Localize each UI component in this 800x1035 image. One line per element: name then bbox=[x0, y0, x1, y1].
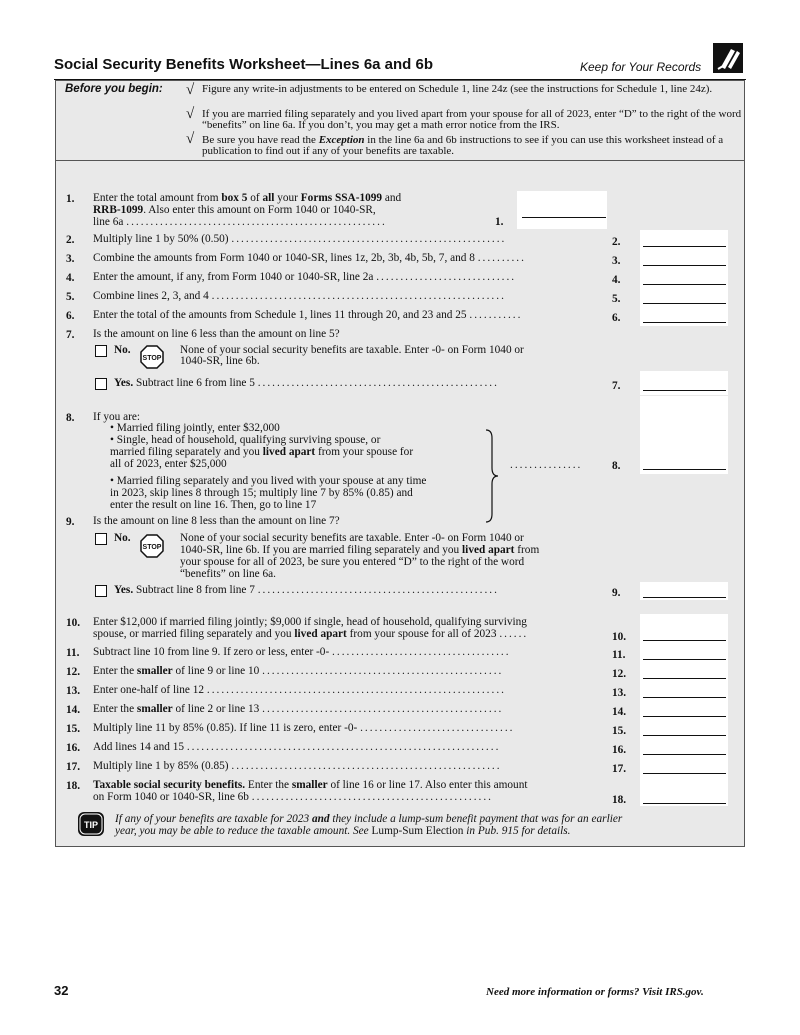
line-7-no-text-a: None of your social security benefits are taxable. Enter -0- on Form 1040 or bbox=[180, 344, 524, 356]
line-15-answer[interactable] bbox=[643, 735, 726, 736]
line-16-answer[interactable] bbox=[643, 754, 726, 755]
line-7-no-text-b: 1040-SR, line 6b. bbox=[180, 355, 260, 367]
line-6-answer[interactable] bbox=[643, 322, 726, 323]
line-9-yes-text: Yes. Subtract line 8 from line 7 .................................................. bbox=[114, 584, 499, 596]
line-1-text-a: Enter the total amount from box 5 of all your Forms SSA-1099 and bbox=[93, 192, 402, 204]
line-3-answer[interactable] bbox=[643, 265, 726, 266]
line-2-text: Multiply line 1 by 50% (0.50) ......................................................... bbox=[93, 233, 507, 245]
line-number: 17. bbox=[66, 761, 81, 773]
before-bullet-3: Be sure you have read the Exception in the line 6a and 6b instructions to see if you can use this worksheet instead of a publication to find out if any of your benefits are taxable. bbox=[202, 134, 724, 157]
line-9-no-checkbox[interactable] bbox=[95, 533, 107, 545]
line-2-ref: 2. bbox=[612, 236, 621, 248]
line-14-answer[interactable] bbox=[643, 716, 726, 717]
svg-text:STOP: STOP bbox=[142, 544, 162, 551]
line-9-no-text-b: 1040-SR, line 6b. If you are married filing separately and you lived apart from bbox=[180, 544, 540, 556]
line-9-no-text-d: “benefits” on line 6a. bbox=[180, 568, 276, 580]
line-6-ref: 6. bbox=[612, 312, 621, 324]
line-8-option-a: • Married filing jointly, enter $32,000 bbox=[110, 422, 280, 434]
line-9-yes-checkbox[interactable] bbox=[95, 585, 107, 597]
line-number: 15. bbox=[66, 723, 81, 735]
brace-icon bbox=[484, 428, 500, 524]
line-8-ref: 8. bbox=[612, 460, 621, 472]
line-8-option-b3: all of 2023, enter $25,000 bbox=[110, 458, 227, 470]
lines-2-6-entry-area bbox=[640, 230, 728, 326]
line-7-text: Is the amount on line 6 less than the amount on line 5? bbox=[93, 328, 340, 340]
line-number: 1. bbox=[66, 193, 75, 205]
svg-text:STOP: STOP bbox=[142, 355, 162, 362]
line-3-ref: 3. bbox=[612, 255, 621, 267]
line-11-ref: 11. bbox=[612, 649, 626, 661]
line-18-text-a: Taxable social security benefits. Enter the smaller of line 16 or line 17. Also enter this amount bbox=[93, 779, 528, 791]
line-18-text-b: on Form 1040 or 1040-SR, line 6b .................................................. bbox=[93, 791, 494, 803]
page-number: 32 bbox=[54, 983, 69, 998]
line-8-text: If you are: bbox=[93, 411, 141, 423]
line-10-text-b: spouse, or married filing separately and you lived apart from your spouse for all of 2023 ...... bbox=[93, 628, 529, 640]
line-1-ref: 1. bbox=[495, 216, 504, 228]
line-number: 7. bbox=[66, 329, 75, 341]
line-14-text: Enter the smaller of line 2 or line 13 .................................................. bbox=[93, 703, 504, 715]
line-10-answer[interactable] bbox=[643, 640, 726, 641]
line-8-option-c3: enter the result on line 16. Then, go to line 17 bbox=[110, 499, 317, 511]
line-1-entry-area bbox=[517, 191, 607, 229]
line-number: 8. bbox=[66, 412, 75, 424]
line-10-text-a: Enter $12,000 if married filing jointly; $9,000 if single, head of household, qualifying surviving bbox=[93, 616, 527, 628]
line-5-text: Combine lines 2, 3, and 4 ............................................................. bbox=[93, 290, 506, 302]
line-13-answer[interactable] bbox=[643, 697, 726, 698]
svg-text:TIP: TIP bbox=[83, 820, 99, 830]
line-11-text: Subtract line 10 from line 9. If zero or less, enter -0- ..................................... bbox=[93, 646, 511, 658]
line-1-text-c: line 6a ...................................................... bbox=[93, 216, 387, 228]
line-12-answer[interactable] bbox=[643, 678, 726, 679]
line-number: 11. bbox=[66, 647, 80, 659]
line-7-ref: 7. bbox=[612, 380, 621, 392]
line-number: 12. bbox=[66, 666, 81, 678]
line-8-option-b2: married filing separately and you lived apart from your spouse for bbox=[110, 446, 414, 458]
line-5-ref: 5. bbox=[612, 293, 621, 305]
line-number: 2. bbox=[66, 234, 75, 246]
check-icon: √ bbox=[186, 131, 195, 147]
line-10-ref: 10. bbox=[612, 631, 627, 643]
line-12-text: Enter the smaller of line 9 or line 10 .................................................. bbox=[93, 665, 504, 677]
tip-text: If any of your benefits are taxable for 2023 and they include a lump-sum benefit payment that was for an earlier year, you may be able to reduce the taxable amount. See Lump-Sum Election in Pub. 915 for details. bbox=[115, 813, 623, 837]
before-bullet-2: If you are married filing separately and you lived apart from your spouse for all of 2023, enter “D” to the right of the word “benefits” on line 6a. If you don’t, you may get a math error notice from the IRS. bbox=[202, 108, 742, 131]
line-number: 18. bbox=[66, 780, 81, 792]
line-number: 6. bbox=[66, 310, 75, 322]
before-bullet-1: Figure any write-in adjustments to be entered on Schedule 1, line 24z (see the instructions for Schedule 1, line 24z). bbox=[202, 83, 713, 95]
pencil-icon bbox=[713, 43, 743, 73]
line-number: 9. bbox=[66, 516, 75, 528]
line-13-ref: 13. bbox=[612, 687, 627, 699]
line-16-text: Add lines 14 and 15 ................................................................. bbox=[93, 741, 501, 753]
line-number: 5. bbox=[66, 291, 75, 303]
line-9-text: Is the amount on line 8 less than the amount on line 7? bbox=[93, 515, 340, 527]
line-8-answer[interactable] bbox=[643, 469, 726, 470]
line-15-ref: 15. bbox=[612, 725, 627, 737]
line-3-text: Combine the amounts from Form 1040 or 1040-SR, lines 1z, 2b, 3b, 4b, 5b, 7, and 8 .......... bbox=[93, 252, 526, 264]
line-7-no-label: No. bbox=[114, 344, 131, 356]
line-8-option-c1: • Married filing separately and you lived with your spouse at any time bbox=[110, 475, 427, 487]
worksheet-title: Social Security Benefits Worksheet—Lines 6a and 6b bbox=[54, 56, 434, 73]
keep-for-records: Keep for Your Records bbox=[580, 60, 702, 74]
lines-10-18-entry-area bbox=[640, 614, 728, 806]
line-4-answer[interactable] bbox=[643, 284, 726, 285]
line-9-no-text-a: None of your social security benefits are taxable. Enter -0- on Form 1040 or bbox=[180, 532, 524, 544]
line-number: 10. bbox=[66, 617, 81, 629]
tip-icon bbox=[77, 811, 105, 837]
check-icon: √ bbox=[186, 106, 195, 122]
line-number: 4. bbox=[66, 272, 75, 284]
before-you-begin-label: Before you begin: bbox=[65, 83, 163, 95]
check-icon: √ bbox=[186, 82, 195, 98]
line-number: 16. bbox=[66, 742, 81, 754]
line-7-answer[interactable] bbox=[643, 390, 726, 391]
line-1-text-b: RRB-1099. Also enter this amount on Form 1040 or 1040-SR, bbox=[93, 204, 376, 216]
line-16-ref: 16. bbox=[612, 744, 627, 756]
line-18-answer[interactable] bbox=[643, 803, 726, 804]
line-7-no-checkbox[interactable] bbox=[95, 345, 107, 357]
line-9-answer[interactable] bbox=[643, 597, 726, 598]
line-number: 3. bbox=[66, 253, 75, 265]
line-number: 14. bbox=[66, 704, 81, 716]
line-2-answer[interactable] bbox=[643, 246, 726, 247]
line-9-ref: 9. bbox=[612, 587, 621, 599]
line-13-text: Enter one-half of line 12 .............................................................. bbox=[93, 684, 506, 696]
line-18-ref: 18. bbox=[612, 794, 627, 806]
line-4-text: Enter the amount, if any, from Form 1040 or 1040-SR, line 2a ............................. bbox=[93, 271, 517, 283]
line-8-option-b1: • Single, head of household, qualifying surviving spouse, or bbox=[110, 434, 381, 446]
line-17-ref: 17. bbox=[612, 763, 627, 775]
line-7-yes-checkbox[interactable] bbox=[95, 378, 107, 390]
line-17-text: Multiply line 1 by 85% (0.85) ........................................................ bbox=[93, 760, 502, 772]
stop-sign-icon bbox=[140, 534, 164, 558]
line-8-dots: ............... bbox=[510, 459, 583, 471]
line-11-answer[interactable] bbox=[643, 659, 726, 660]
footer-note: Need more information or forms? Visit IRS.gov. bbox=[486, 986, 704, 998]
line-17-answer[interactable] bbox=[643, 773, 726, 774]
line-9-no-text-c: your spouse for all of 2023, be sure you entered “D” to the right of the word bbox=[180, 556, 525, 568]
stop-sign-icon bbox=[140, 345, 164, 369]
line-14-ref: 14. bbox=[612, 706, 627, 718]
line-1-answer[interactable] bbox=[522, 217, 606, 218]
line-7-entry-area bbox=[640, 371, 728, 395]
line-15-text: Multiply line 11 by 85% (0.85). If line 11 is zero, enter -0- ................................ bbox=[93, 722, 515, 734]
line-8-option-c2: in 2023, skip lines 8 through 15; multiply line 7 by 85% (0.85) and bbox=[110, 487, 413, 499]
line-5-answer[interactable] bbox=[643, 303, 726, 304]
line-8-entry-area bbox=[640, 396, 728, 474]
line-4-ref: 4. bbox=[612, 274, 621, 286]
line-12-ref: 12. bbox=[612, 668, 627, 680]
line-number: 13. bbox=[66, 685, 81, 697]
line-9-no-label: No. bbox=[114, 532, 131, 544]
line-6-text: Enter the total of the amounts from Schedule 1, lines 11 through 20, and 23 and 25 ........... bbox=[93, 309, 523, 321]
line-7-yes-text: Yes. Subtract line 6 from line 5 .................................................. bbox=[114, 377, 499, 389]
